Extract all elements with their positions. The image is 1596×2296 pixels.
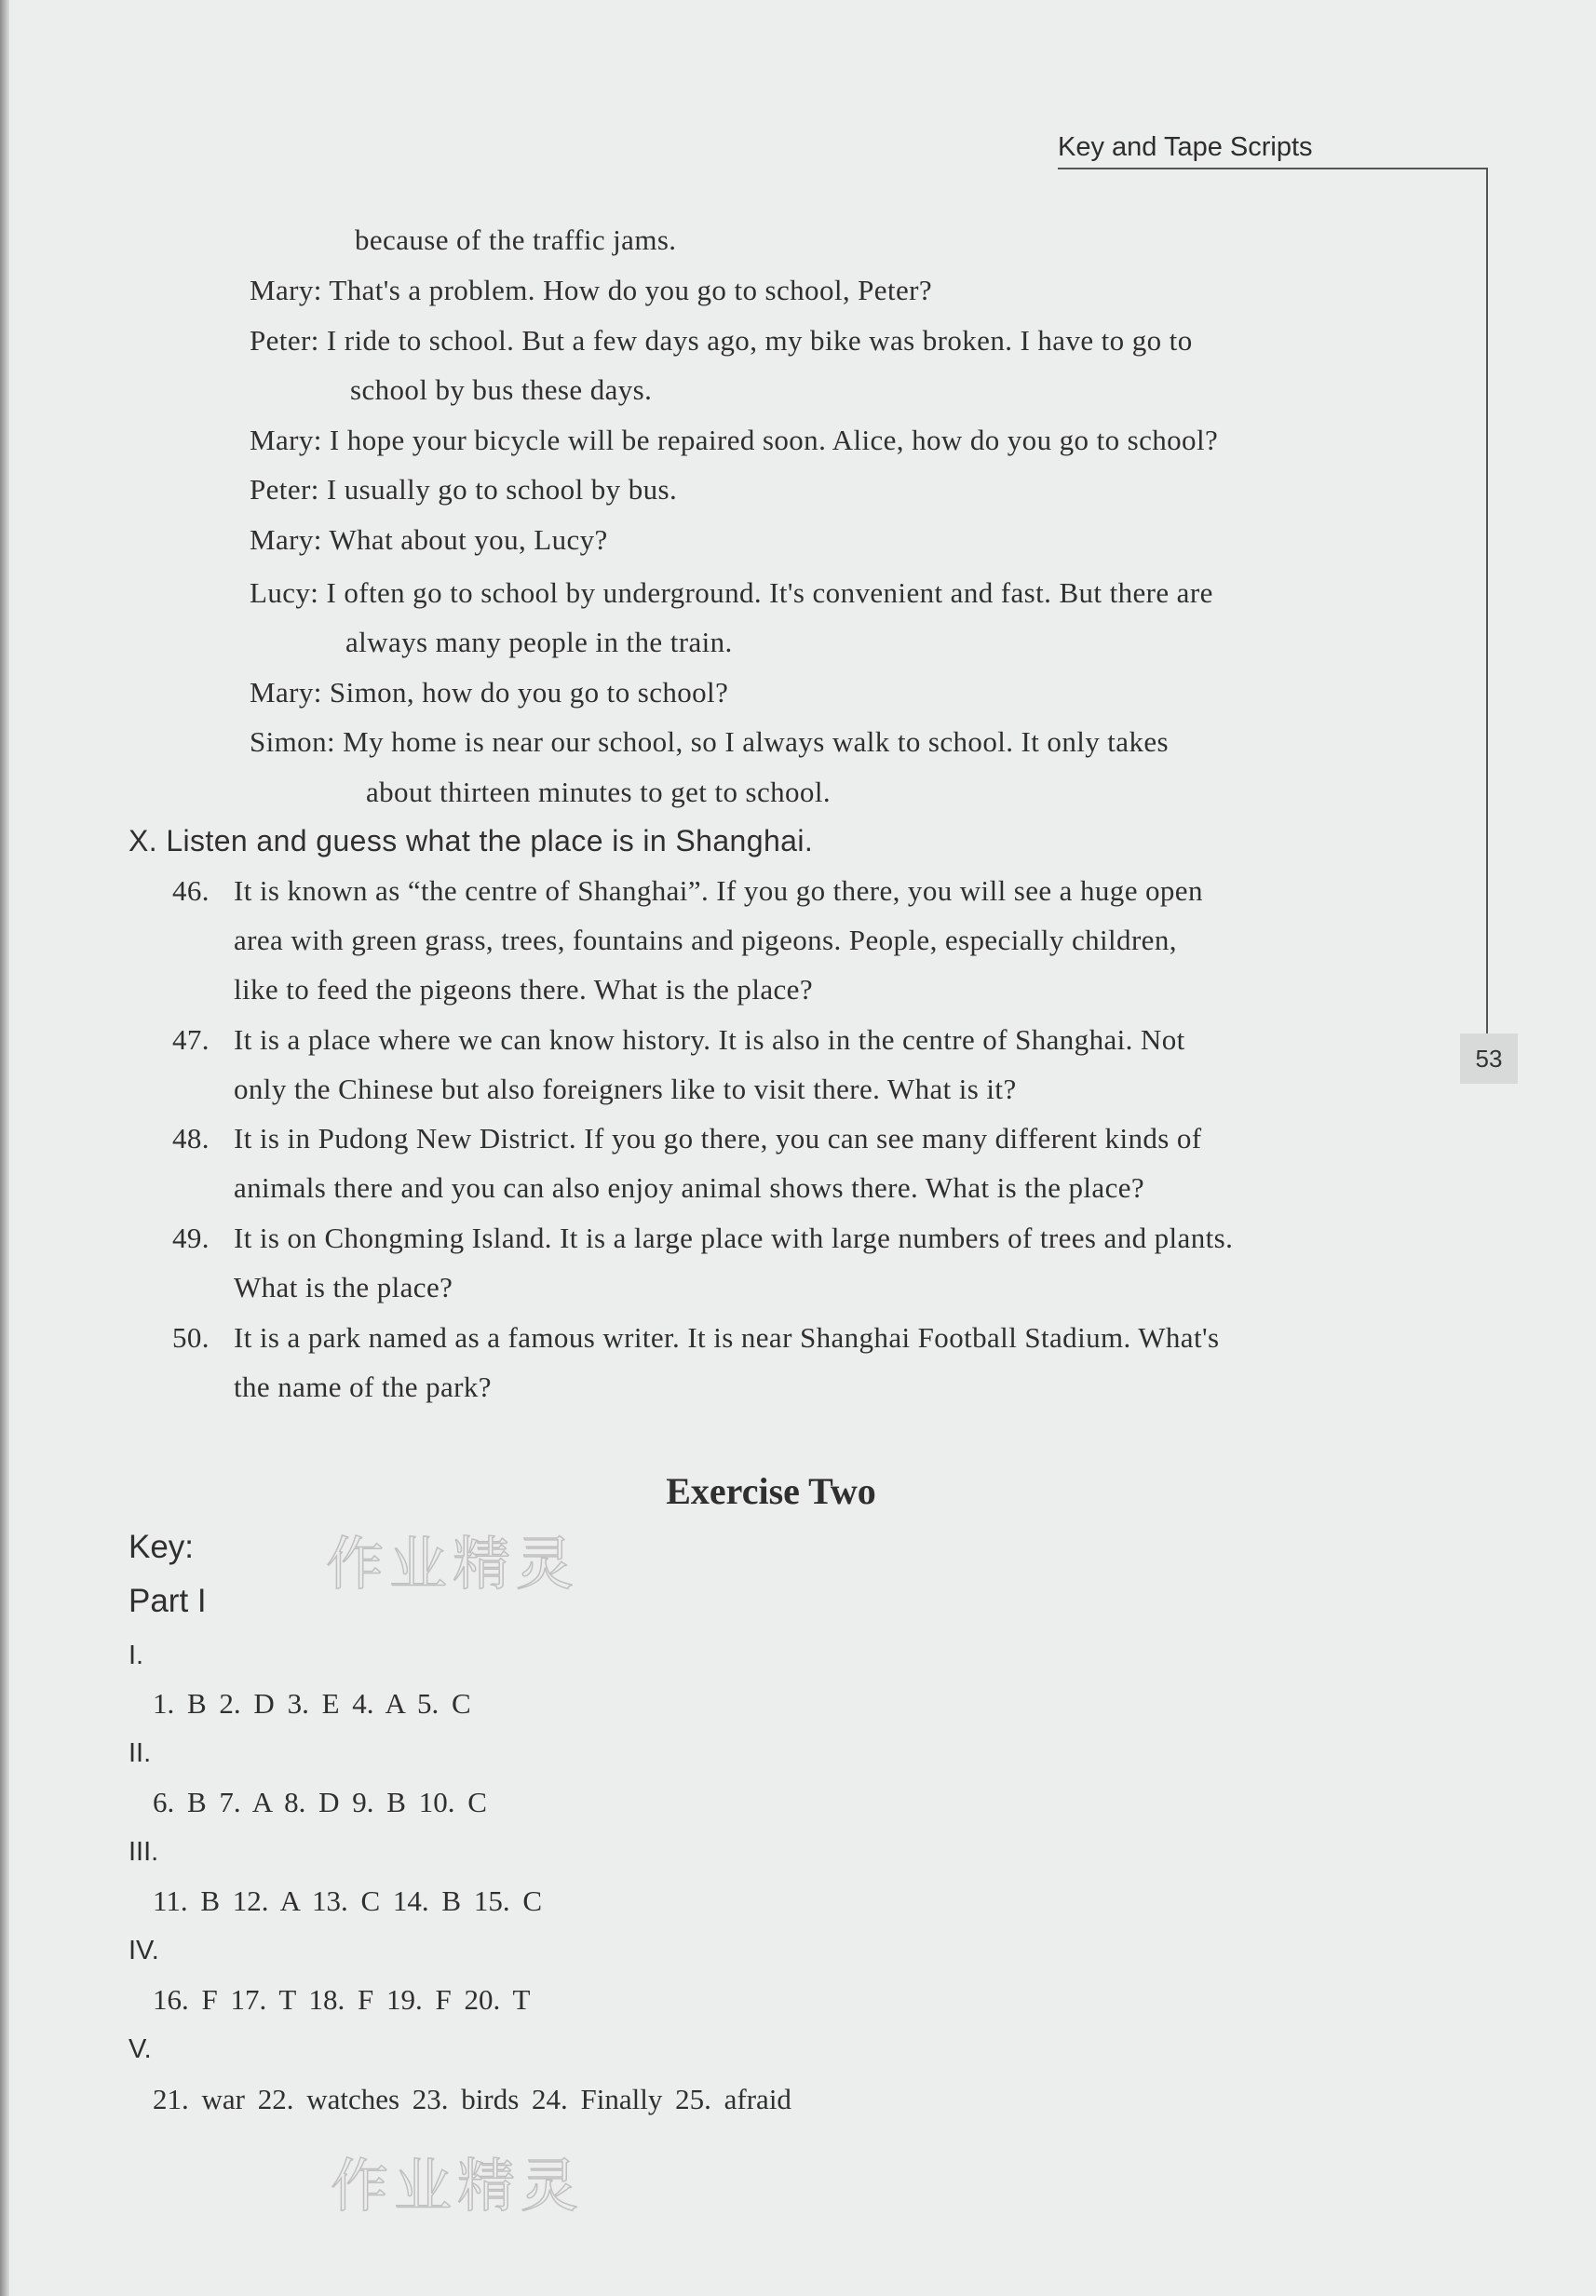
dialogue-text: I ride to school. But a few days ago, my bike was broken. I have to go to [326, 324, 1193, 357]
speaker: Peter: [250, 324, 319, 357]
roman-numeral: IV. [128, 1936, 159, 1965]
margin-rule [1486, 168, 1488, 1033]
answer-row: 1. B 2. D 3. E 4. A 5. C [153, 1687, 471, 1720]
question-line [172, 1122, 210, 1155]
dialogue-line [250, 424, 1218, 457]
dialogue-line [366, 776, 831, 809]
question-number: 50. [172, 1321, 210, 1354]
watermark-logo: 作业精灵 [331, 2152, 585, 2220]
speaker: Peter: [250, 473, 319, 506]
question-line: like to feed the pigeons there. What is the place? [234, 973, 813, 1006]
dialogue-text: What about you, Lucy? [329, 523, 608, 556]
page-edge-shadow [0, 0, 9, 2296]
running-header: Key and Tape Scripts [1058, 132, 1313, 162]
question-line: It is a place where we can know history. It is also in the centre of Shanghai. Not [234, 1023, 1185, 1056]
answer-row: 16. F 17. T 18. F 19. F 20. T [153, 1983, 531, 2016]
key-label: Key: [128, 1529, 195, 1565]
dialogue-line [250, 676, 728, 709]
section-heading: X. Listen and guess what the place is in Shanghai. [128, 824, 814, 858]
roman-numeral: I. [128, 1641, 144, 1670]
question-line: the name of the park? [234, 1371, 492, 1403]
question-line [172, 1023, 210, 1057]
dialogue-text: My home is near our school, so I always walk to school. It only takes [343, 725, 1169, 758]
question-line [172, 1222, 210, 1255]
exercise-title: Exercise Two [666, 1470, 876, 1512]
dialogue-line [250, 523, 608, 557]
part-label: Part I [128, 1583, 207, 1619]
speaker: Simon: [250, 725, 335, 758]
question-number: 48. [172, 1122, 210, 1155]
roman-numeral: III. [128, 1837, 159, 1867]
roman-numeral: II. [128, 1738, 152, 1768]
answer-row: 11. B 12. A 13. C 14. B 15. C [153, 1884, 543, 1917]
speaker: Lucy: [250, 576, 319, 609]
dialogue-text: about thirteen minutes to get to school. [366, 776, 831, 808]
header-rule [1058, 168, 1488, 169]
dialogue-line [250, 473, 677, 506]
dialogue-text: Simon, how do you go to school? [329, 676, 729, 709]
dialogue-text: I often go to school by underground. It's convenient and fast. But there are [326, 576, 1213, 609]
dialogue-text: That's a problem. How do you go to school, Peter? [329, 274, 933, 306]
question-number: 46. [172, 874, 210, 907]
dialogue-line [250, 576, 1213, 610]
question-line: It is known as “the centre of Shanghai”. If you go there, you will see a huge open [234, 874, 1203, 907]
watermark-logo: 作业精灵 [326, 1530, 580, 1598]
dialogue-line [350, 373, 652, 407]
speaker: Mary: [250, 274, 322, 306]
question-line: It is on Chongming Island. It is a large place with large numbers of trees and plants. [234, 1222, 1234, 1254]
dialogue-text: always many people in the train. [345, 626, 733, 658]
speaker: Mary: [250, 676, 322, 709]
question-line: It is in Pudong New District. If you go there, you can see many different kinds of [234, 1122, 1202, 1155]
dialogue-line [250, 274, 932, 307]
dialogue-line [250, 725, 1169, 759]
dialogue-text: I hope your bicycle will be repaired soon. Alice, how do you go to school? [329, 424, 1219, 456]
question-line [172, 1321, 210, 1355]
question-line: It is a park named as a famous writer. It is near Shanghai Football Stadium. What's [234, 1321, 1220, 1354]
question-line: animals there and you can also enjoy animal shows there. What is the place? [234, 1171, 1145, 1204]
question-line [172, 874, 210, 908]
dialogue-text: I usually go to school by bus. [326, 473, 678, 506]
dialogue-line [345, 626, 733, 659]
question-line: What is the place? [234, 1271, 453, 1303]
question-line: only the Chinese but also foreigners like to visit there. What is it? [234, 1073, 1017, 1105]
page-number: 53 [1460, 1033, 1518, 1084]
dialogue-line [355, 223, 676, 257]
answer-row: 21. war 22. watches 23. birds 24. Finally 25. afraid [153, 2083, 791, 2115]
question-number: 49. [172, 1222, 210, 1254]
speaker: Mary: [250, 523, 322, 556]
question-number: 47. [172, 1023, 210, 1056]
dialogue-text: because of the traffic jams. [355, 223, 677, 256]
dialogue-text: school by bus these days. [350, 373, 653, 406]
dialogue-line [250, 324, 1193, 358]
answer-row: 6. B 7. A 8. D 9. B 10. C [153, 1786, 487, 1818]
question-line: area with green grass, trees, fountains and pigeons. People, especially children, [234, 924, 1177, 956]
speaker: Mary: [250, 424, 322, 456]
roman-numeral: V. [128, 2034, 152, 2064]
